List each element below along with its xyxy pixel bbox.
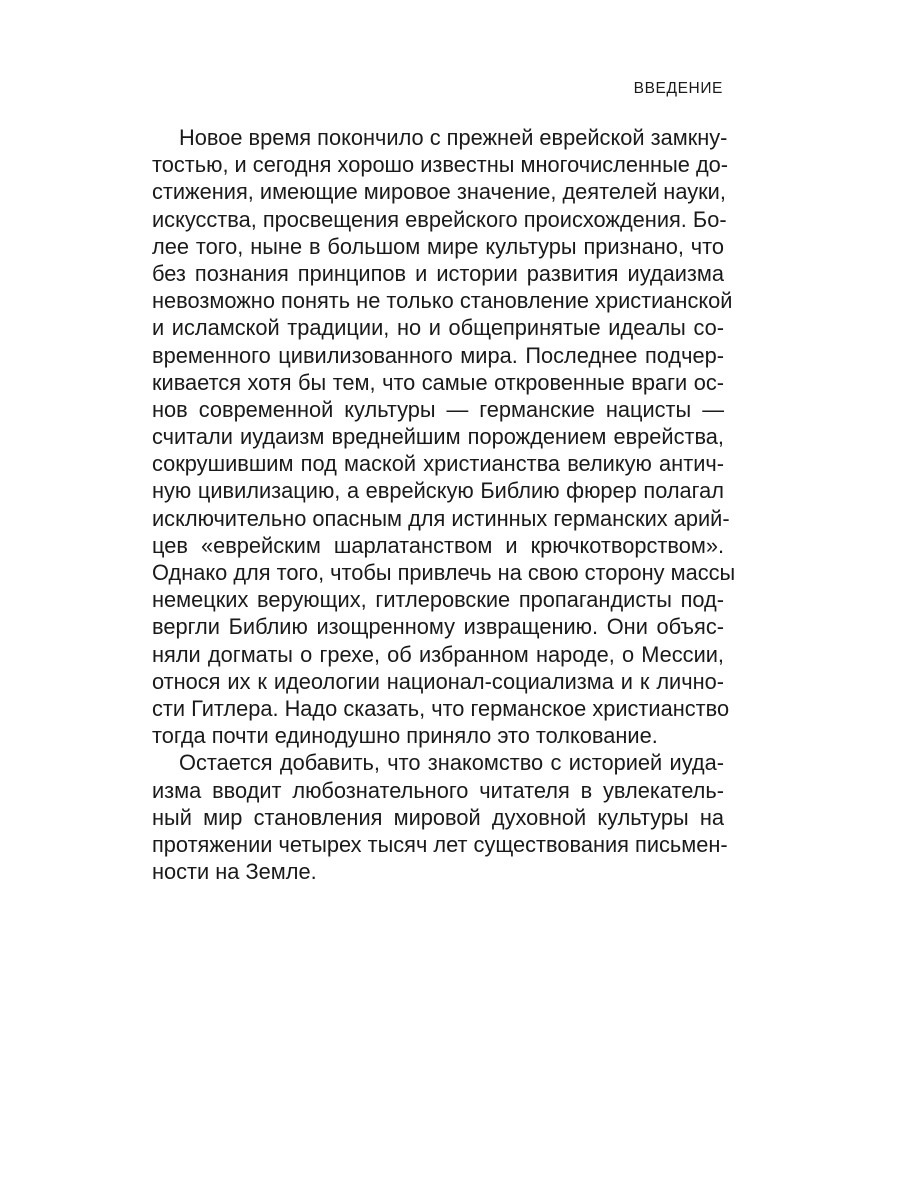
text-line: без познания принципов и истории развития иудаизма [152, 260, 724, 286]
text-line: вергли Библию изощренному извращению. Они объяс- [152, 614, 724, 640]
text-line: Новое время покончило с прежней еврейской замкну- [179, 125, 728, 150]
text-line: временного цивилизованного мира. Последнее подчер- [152, 342, 724, 368]
text-line: относя их к идеологии национал-социализма и к лично- [152, 668, 724, 694]
text-line: Остается добавить, что знакомство с историей иуда- [179, 750, 724, 776]
paragraph-2 [152, 749, 728, 885]
text-line: искусства, просвещения еврейского происхождения. Бо- [152, 206, 727, 232]
text-line: и исламской традиции, но и общепринятые идеалы со- [152, 315, 724, 341]
running-header: ВВЕДЕНИЕ [633, 80, 723, 97]
text-line: ную цивилизацию, а еврейскую Библию фюрер полагал [152, 478, 724, 504]
text-line: сти Гитлера. Надо сказать, что германское христианство [152, 695, 730, 721]
text-line: исключительно опасным для истинных германских арий- [152, 505, 730, 531]
text-line: цев «еврейским шарлатанством и крючкотворством». [152, 532, 724, 558]
text-line: кивается хотя бы тем, что самые откровенные враги ос- [152, 369, 724, 395]
text-line: нов современной культуры — германские нацисты — [152, 396, 724, 422]
text-line: считали иудаизм вреднейшим порождением еврейства, [152, 424, 724, 450]
body-text [152, 124, 736, 885]
text-line: протяжении четырех тысяч лет существования письмен- [152, 831, 728, 857]
text-line: ный мир становления мировой духовной культуры на [152, 804, 724, 830]
text-line: ности на Земле. [152, 859, 317, 885]
text-line: невозможно понять не только становление христианской [152, 288, 733, 314]
text-line: стижения, имеющие мировое значение, деятелей науки, [152, 179, 726, 205]
text-line: няли догматы о грехе, об избранном народе, о Мессии, [152, 641, 724, 667]
text-line: немецких верующих, гитлеровские пропагандисты под- [152, 587, 724, 613]
text-line: сокрушившим под маской христианства великую антич- [152, 451, 724, 477]
text-line: тогда почти единодушно приняло это толкование. [152, 723, 658, 749]
text-line: лее того, ныне в большом мире культуры признано, что [152, 233, 724, 259]
text-line: Однако для того, чтобы привлечь на свою сторону массы [152, 560, 736, 585]
text-line: тостью, и сегодня хорошо известны многочисленные до- [152, 152, 729, 178]
text-line: изма вводит любознательного читателя в увлекатель- [152, 777, 724, 803]
paragraph-1 [152, 124, 736, 749]
